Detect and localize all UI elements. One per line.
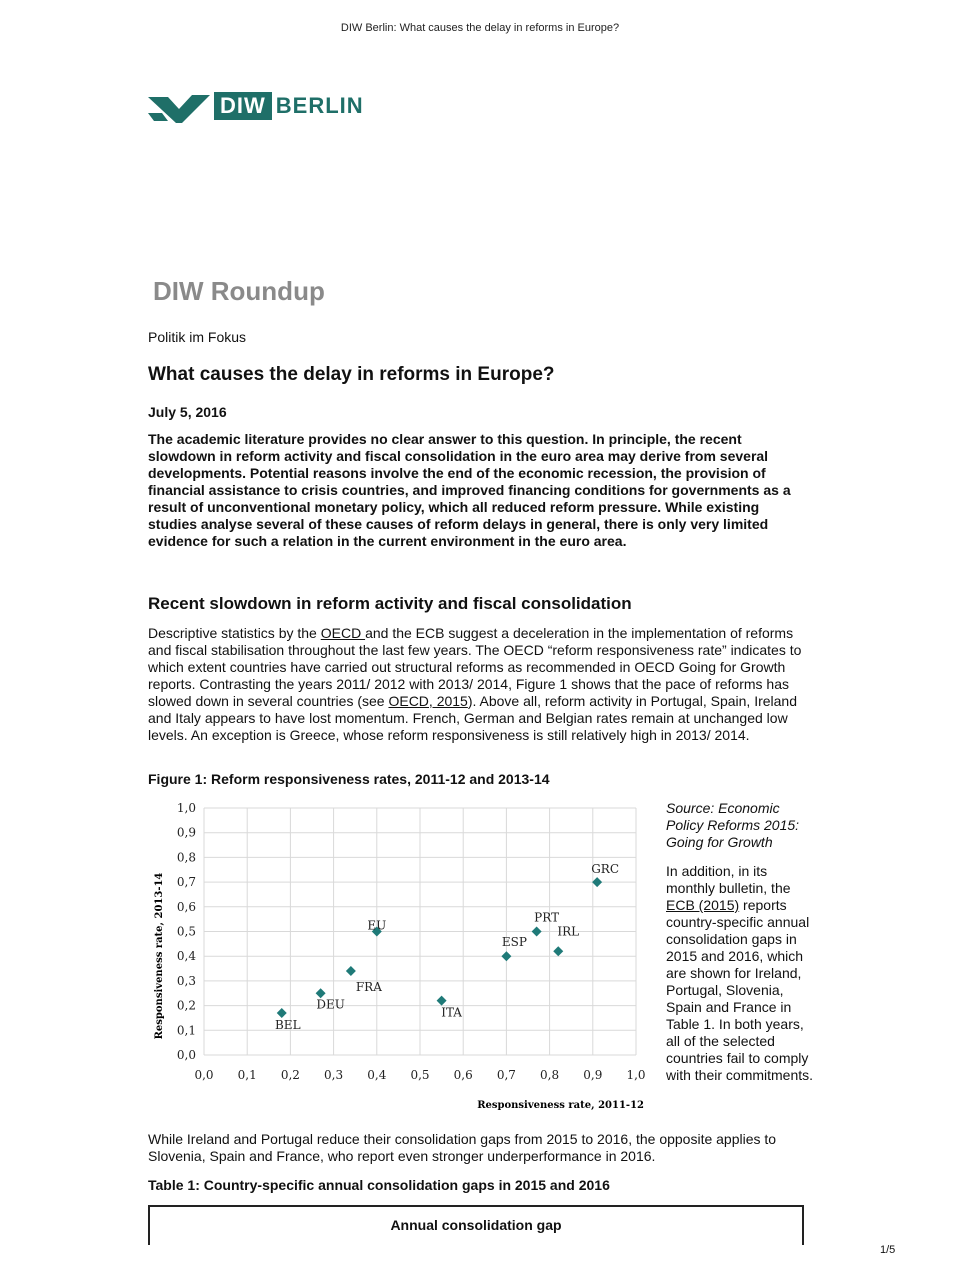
data-label-eu: EU bbox=[367, 918, 387, 933]
data-point-grc bbox=[592, 877, 602, 887]
figure-source: Source: Economic Policy Reforms 2015: Going for Growth bbox=[666, 800, 800, 850]
scatter-chart bbox=[148, 796, 652, 1116]
data-point-esp bbox=[501, 951, 511, 961]
logo-berlin-text: BERLIN bbox=[275, 93, 364, 118]
oecd-link[interactable]: OECD bbox=[320, 625, 366, 641]
section-paragraph bbox=[148, 625, 808, 744]
logo-diw-text: DIW bbox=[214, 92, 272, 120]
diw-berlin-logo[interactable] bbox=[148, 93, 364, 125]
side-paragraph bbox=[666, 863, 816, 1084]
figure-caption: Figure 1: Reform responsiveness rates, 2011-12 and 2013-14 bbox=[148, 771, 550, 787]
y-tick-label: 0,9 bbox=[176, 825, 196, 840]
data-label-grc: GRC bbox=[591, 862, 620, 877]
y-tick-label: 0,2 bbox=[176, 998, 196, 1013]
y-tick-label: 0,0 bbox=[176, 1048, 196, 1062]
x-tick-label: 0,8 bbox=[540, 1068, 560, 1082]
y-tick-label: 0,5 bbox=[176, 924, 196, 939]
x-tick-label: 0,3 bbox=[324, 1068, 344, 1082]
paragraph-text: In addition, in its monthly bulletin, the bbox=[666, 863, 791, 896]
data-point-bel bbox=[277, 1008, 287, 1018]
data-point-ita bbox=[437, 996, 447, 1006]
x-tick-label: 0,0 bbox=[194, 1068, 214, 1082]
data-label-fra: FRA bbox=[355, 980, 382, 995]
y-tick-label: 0,3 bbox=[176, 973, 196, 988]
y-tick-label: 0,4 bbox=[176, 949, 196, 964]
data-label-ita: ITA bbox=[441, 1005, 462, 1020]
document-header-title: DIW Berlin: What causes the delay in reforms in Europe? bbox=[340, 22, 620, 34]
oecd-2015-link[interactable]: OECD, 2015 bbox=[388, 693, 468, 709]
x-tick-label: 1,0 bbox=[626, 1068, 646, 1082]
y-axis-label: Responsiveness rate, 2013-14 bbox=[154, 872, 165, 1040]
diw-logo-mark-icon bbox=[148, 95, 210, 123]
x-tick-label: 0,7 bbox=[496, 1068, 516, 1082]
article-date: July 5, 2016 bbox=[148, 404, 227, 420]
x-tick-label: 0,5 bbox=[410, 1068, 430, 1082]
data-label-bel: BEL bbox=[274, 1018, 301, 1033]
y-tick-label: 1,0 bbox=[176, 801, 196, 815]
continuation-paragraph: While Ireland and Portugal reduce their consolidation gaps from 2015 to 2016, the opposite applies to Slovenia, Spain and France, who report even stronger underperformance in 2016. bbox=[148, 1131, 777, 1164]
data-point-irl bbox=[553, 946, 563, 956]
table-header: Annual consolidation gap bbox=[390, 1217, 562, 1233]
y-tick-label: 0,6 bbox=[176, 899, 196, 914]
data-label-prt: PRT bbox=[534, 910, 560, 925]
paragraph-text: Descriptive statistics by the bbox=[148, 625, 321, 641]
x-tick-label: 0,9 bbox=[583, 1068, 603, 1082]
section-heading: Recent slowdown in reform activity and fiscal consolidation bbox=[148, 594, 632, 613]
y-tick-label: 0,7 bbox=[176, 875, 196, 890]
y-tick-label: 0,1 bbox=[176, 1023, 196, 1038]
data-point-prt bbox=[532, 927, 542, 937]
consolidation-table bbox=[148, 1205, 804, 1245]
data-label-irl: IRL bbox=[557, 924, 580, 939]
article-title: What causes the delay in reforms in Europe? bbox=[148, 364, 555, 385]
paragraph-text: reports country-specific annual consolidation gaps in 2015 and 2016, which are shown for Ireland, Portugal, Slovenia, Spain and France in Table 1. In both years, all of the selected countries fail to comply with their commitments. bbox=[666, 897, 814, 1083]
table-caption: Table 1: Country-specific annual consolidation gaps in 2015 and 2016 bbox=[148, 1177, 610, 1193]
series-subtitle: Politik im Fokus bbox=[148, 329, 247, 345]
paragraph-text: and the ECB suggest a deceleration in the implementation of reforms and fiscal stabilisation throughout the last few years. The OECD “reform responsiveness rate” indicates to which extent countries have carried out structural reforms as recommended in OECD Going for Growth reports. Contrasting the years 2011/ 2012 with 2013/ 2014, Figure 1 shows that the pace of reforms has slowed down in several countries (see bbox=[148, 625, 802, 709]
x-axis-label: Responsiveness rate, 2011-12 bbox=[477, 1100, 644, 1111]
x-tick-label: 0,4 bbox=[367, 1068, 387, 1082]
data-points bbox=[275, 862, 619, 1032]
paragraph-text: ). Above all, reform activity in Portugal, Spain, Ireland and Italy appears to have lost momentum. French, German and Belgian rates remain at unchanged low levels. An exception is Greece, whose reform responsiveness is still relatively high in 2013/ 2014. bbox=[148, 693, 798, 743]
data-label-esp: ESP bbox=[501, 935, 527, 950]
y-axis-ticks bbox=[177, 801, 196, 1062]
x-tick-label: 0,2 bbox=[280, 1068, 300, 1082]
x-axis-ticks bbox=[194, 1068, 645, 1082]
y-tick-label: 0,8 bbox=[176, 850, 196, 865]
figure-side-text bbox=[666, 800, 816, 1084]
x-tick-label: 0,6 bbox=[453, 1068, 473, 1082]
x-tick-label: 0,1 bbox=[237, 1068, 257, 1082]
ecb-2015-link[interactable]: ECB (2015) bbox=[666, 897, 740, 913]
data-label-deu: DEU bbox=[316, 997, 345, 1012]
series-name: DIW Roundup bbox=[153, 276, 325, 306]
article-abstract: The academic literature provides no clear answer to this question. In principle, the recent slowdown in reform activity and fiscal consolidation in the euro area may derive from several developments. Potential reasons involve the end of the economic recession, the provision of financial assistance to crisis countries, and improved financing conditions for governments as a result of unconventional monetary policy, which all reduced reform pressure. While existing studies analyse several of these causes of reform delays in general, there is only very limited evidence for such a relation in the current environment in the euro area. bbox=[148, 431, 791, 549]
data-point-fra bbox=[346, 966, 356, 976]
page-number: 1/5 bbox=[880, 1244, 896, 1256]
